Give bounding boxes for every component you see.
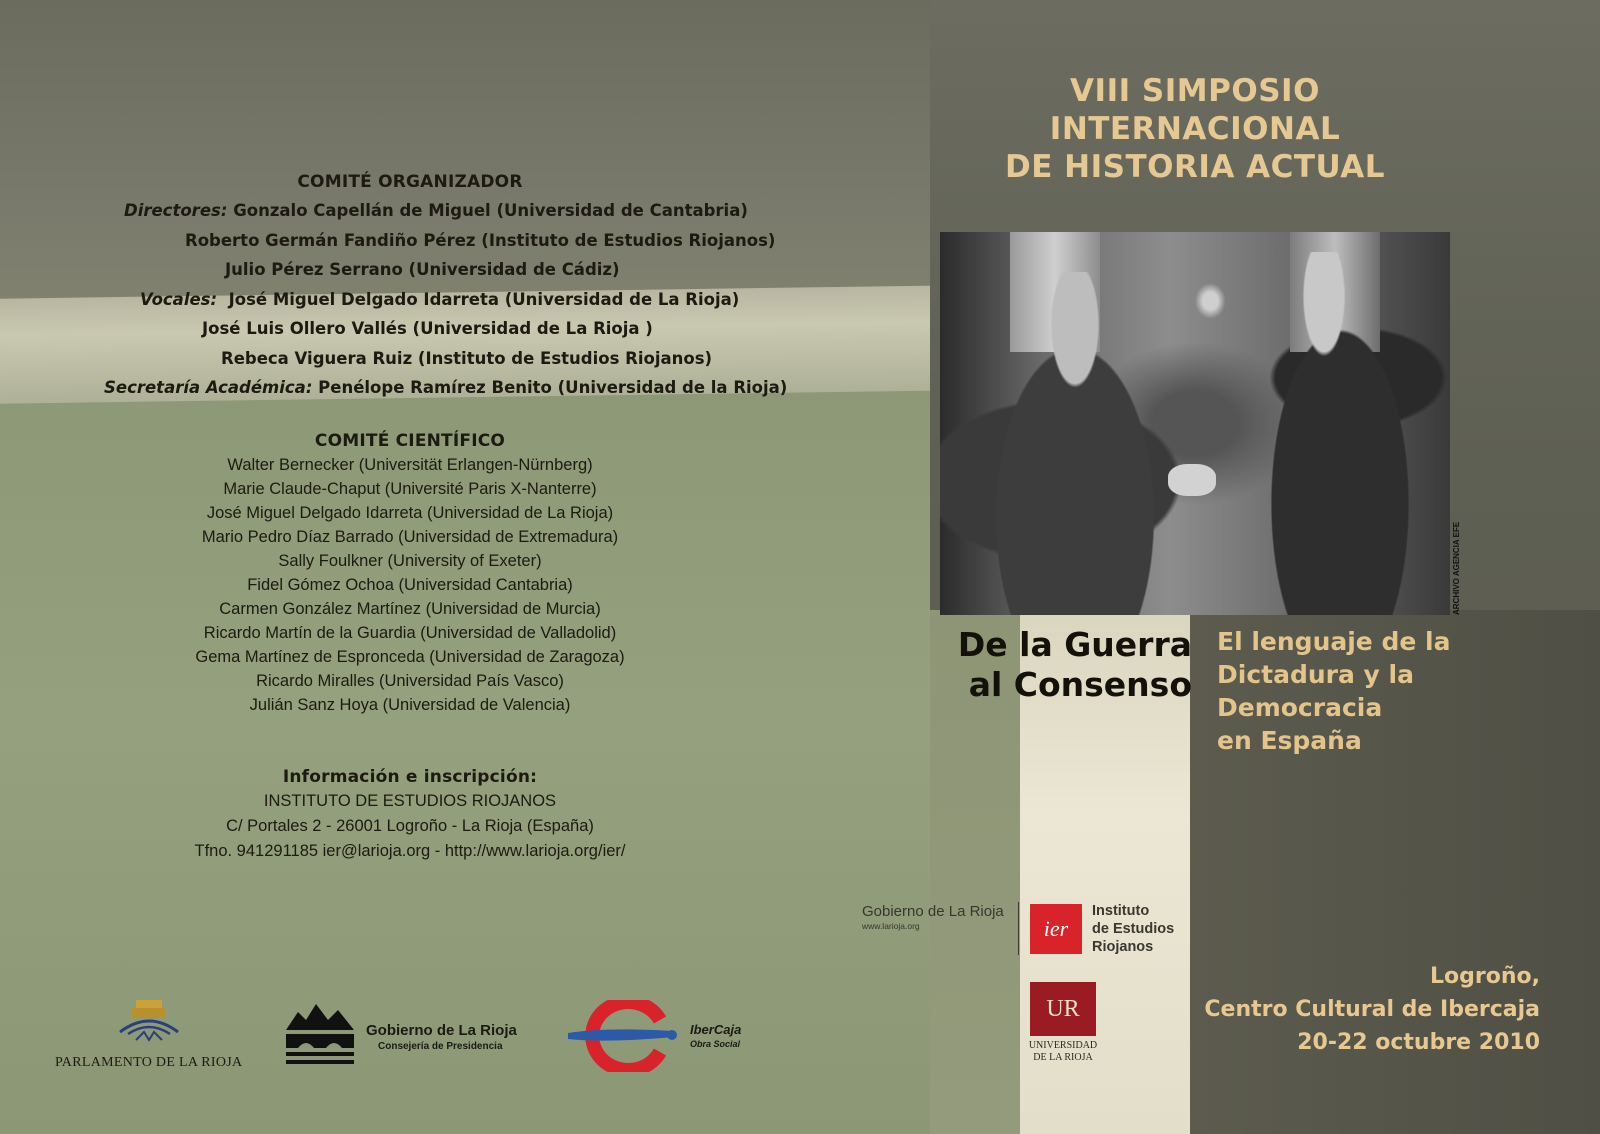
gobierno-small-url[interactable]: www.larioja.org xyxy=(862,921,920,931)
ier-line: Riojanos xyxy=(1092,939,1154,955)
photo-figure-right xyxy=(1240,252,1440,615)
ibercaja-name: IberCaja xyxy=(690,1022,742,1037)
info-contact[interactable]: Tfno. 941291185 ier@larioja.org - http://www.larioja.org/ier/ xyxy=(194,841,626,860)
list-item: Walter Bernecker (Universität Erlangen-Nürnberg) xyxy=(227,455,593,474)
org-member: José Luis Ollero Vallés (Universidad de La Rioja ) xyxy=(202,319,653,338)
subtitle-line: El lenguaje de la xyxy=(1217,627,1451,656)
org-member: Rebeca Viguera Ruiz (Instituto de Estudios Riojanos) xyxy=(221,348,713,368)
organizing-committee-title: COMITÉ ORGANIZADOR xyxy=(297,172,523,192)
org-role: Secretaría Académica: xyxy=(104,378,313,397)
ibercaja-sub: Obra Social xyxy=(690,1039,741,1049)
scientific-committee-title: COMITÉ CIENTÍFICO xyxy=(314,430,506,451)
list-item: Sally Foulkner (University of Exeter) xyxy=(278,551,542,570)
org-member: Julio Pérez Serrano (Universidad de Cádiz) xyxy=(225,260,620,279)
list-item: Fidel Gómez Ochoa (Universidad Cantabria) xyxy=(247,575,573,594)
logo-divider xyxy=(1018,902,1019,955)
parliament-emblem-icon xyxy=(114,998,184,1048)
left-column xyxy=(90,172,788,864)
info-address: C/ Portales 2 - 26001 Logroño - La Rioja (España) xyxy=(226,816,594,835)
org-member: Roberto Germán Fandiño Pérez (Instituto de Estudios Riojanos) xyxy=(185,230,776,250)
main-title xyxy=(930,625,1192,705)
venue-info xyxy=(1180,960,1540,1059)
scientific-committee-list xyxy=(90,453,730,717)
list-item: Ricardo Miralles (Universidad País Vasco) xyxy=(256,671,564,690)
gobierno-rioja-sub: Consejería de Presidencia xyxy=(378,1041,503,1052)
photo-handshake xyxy=(1168,464,1216,496)
list-item: Gema Martínez de Espronceda (Universidad de Zaragoza) xyxy=(195,647,625,666)
subtitle-line: Democracia xyxy=(1217,693,1383,722)
gobierno-rioja-logo-text xyxy=(366,1022,517,1052)
handshake-photo xyxy=(940,232,1450,615)
list-item: Carmen González Martínez (Universidad de Murcia) xyxy=(219,599,601,618)
venue-place: Centro Cultural de Ibercaja xyxy=(1204,997,1540,1022)
ur-line: DE LA RIOJA xyxy=(1033,1052,1093,1063)
info-line: INSTITUTO DE ESTUDIOS RIOJANOS xyxy=(263,791,557,810)
subtitle-line: en España xyxy=(1217,726,1362,755)
info-section xyxy=(90,767,730,864)
main-title-line: al Consenso xyxy=(968,665,1192,704)
headline-line: DE HISTORIA ACTUAL xyxy=(1004,149,1386,185)
org-member: Gonzalo Capellán de Miguel (Universidad de Cantabria) xyxy=(233,201,748,220)
org-line xyxy=(90,314,730,344)
subtitle xyxy=(1217,625,1517,757)
list-item: Marie Claude-Chaput (Université Paris X-Nanterre) xyxy=(223,479,597,498)
info-title: Información e inscripción: xyxy=(282,766,538,787)
list-item: Ricardo Martín de la Guardia (Universidad de Valladolid) xyxy=(203,623,617,642)
org-line xyxy=(90,226,776,256)
gobierno-rioja-small-logo xyxy=(862,903,1004,931)
gobierno-small-name: Gobierno de La Rioja xyxy=(862,903,1004,920)
symposium-headline xyxy=(960,72,1430,186)
org-line xyxy=(90,344,730,374)
venue-dates: 20-22 octubre 2010 xyxy=(1297,1030,1540,1055)
ier-line: de Estudios xyxy=(1092,921,1175,937)
universidad-rioja-logo-icon: UR xyxy=(1030,982,1096,1036)
org-line xyxy=(90,255,730,285)
ibercaja-logo-text xyxy=(690,1022,741,1049)
list-item: Julián Sanz Hoya (Universidad de Valencia) xyxy=(249,695,571,714)
ier-logo-icon: ier xyxy=(1030,904,1082,954)
org-role: Vocales: xyxy=(140,289,218,309)
venue-city: Logroño, xyxy=(1430,964,1540,989)
org-line xyxy=(90,196,748,226)
list-item: Mario Pedro Díaz Barrado (Universidad de Extremadura) xyxy=(201,527,619,546)
ibercaja-emblem-icon xyxy=(568,1000,680,1072)
headline-line: INTERNACIONAL xyxy=(1049,111,1341,147)
main-title-line: De la Guerra xyxy=(957,625,1192,664)
subtitle-line: Dictadura y la xyxy=(1217,660,1414,689)
ier-logo-text xyxy=(1092,902,1174,956)
universidad-rioja-text xyxy=(1026,1040,1100,1064)
headline-line: VIII SIMPOSIO xyxy=(1070,73,1320,109)
gobierno-rioja-emblem-icon xyxy=(284,1000,356,1068)
org-line xyxy=(90,373,788,403)
org-line xyxy=(90,285,740,315)
photo-credit: ARCHIVO AGENCIA EFE xyxy=(1452,521,1461,615)
organizing-committee-list xyxy=(90,196,788,403)
parliament-logo-text: PARLAMENTO DE LA RIOJA xyxy=(55,1055,243,1070)
ur-line: UNIVERSIDAD xyxy=(1028,1040,1098,1051)
gobierno-rioja-name: Gobierno de La Rioja xyxy=(366,1022,517,1039)
org-member: José Miguel Delgado Idarreta (Universidad de La Rioja) xyxy=(228,289,740,309)
photo-figure-left xyxy=(960,272,1190,615)
org-member: Penélope Ramírez Benito (Universidad de la Rioja) xyxy=(318,378,788,397)
org-role: Directores: xyxy=(124,201,228,220)
ier-line: Instituto xyxy=(1092,903,1150,919)
list-item: José Miguel Delgado Idarreta (Universidad de La Rioja) xyxy=(206,503,614,522)
